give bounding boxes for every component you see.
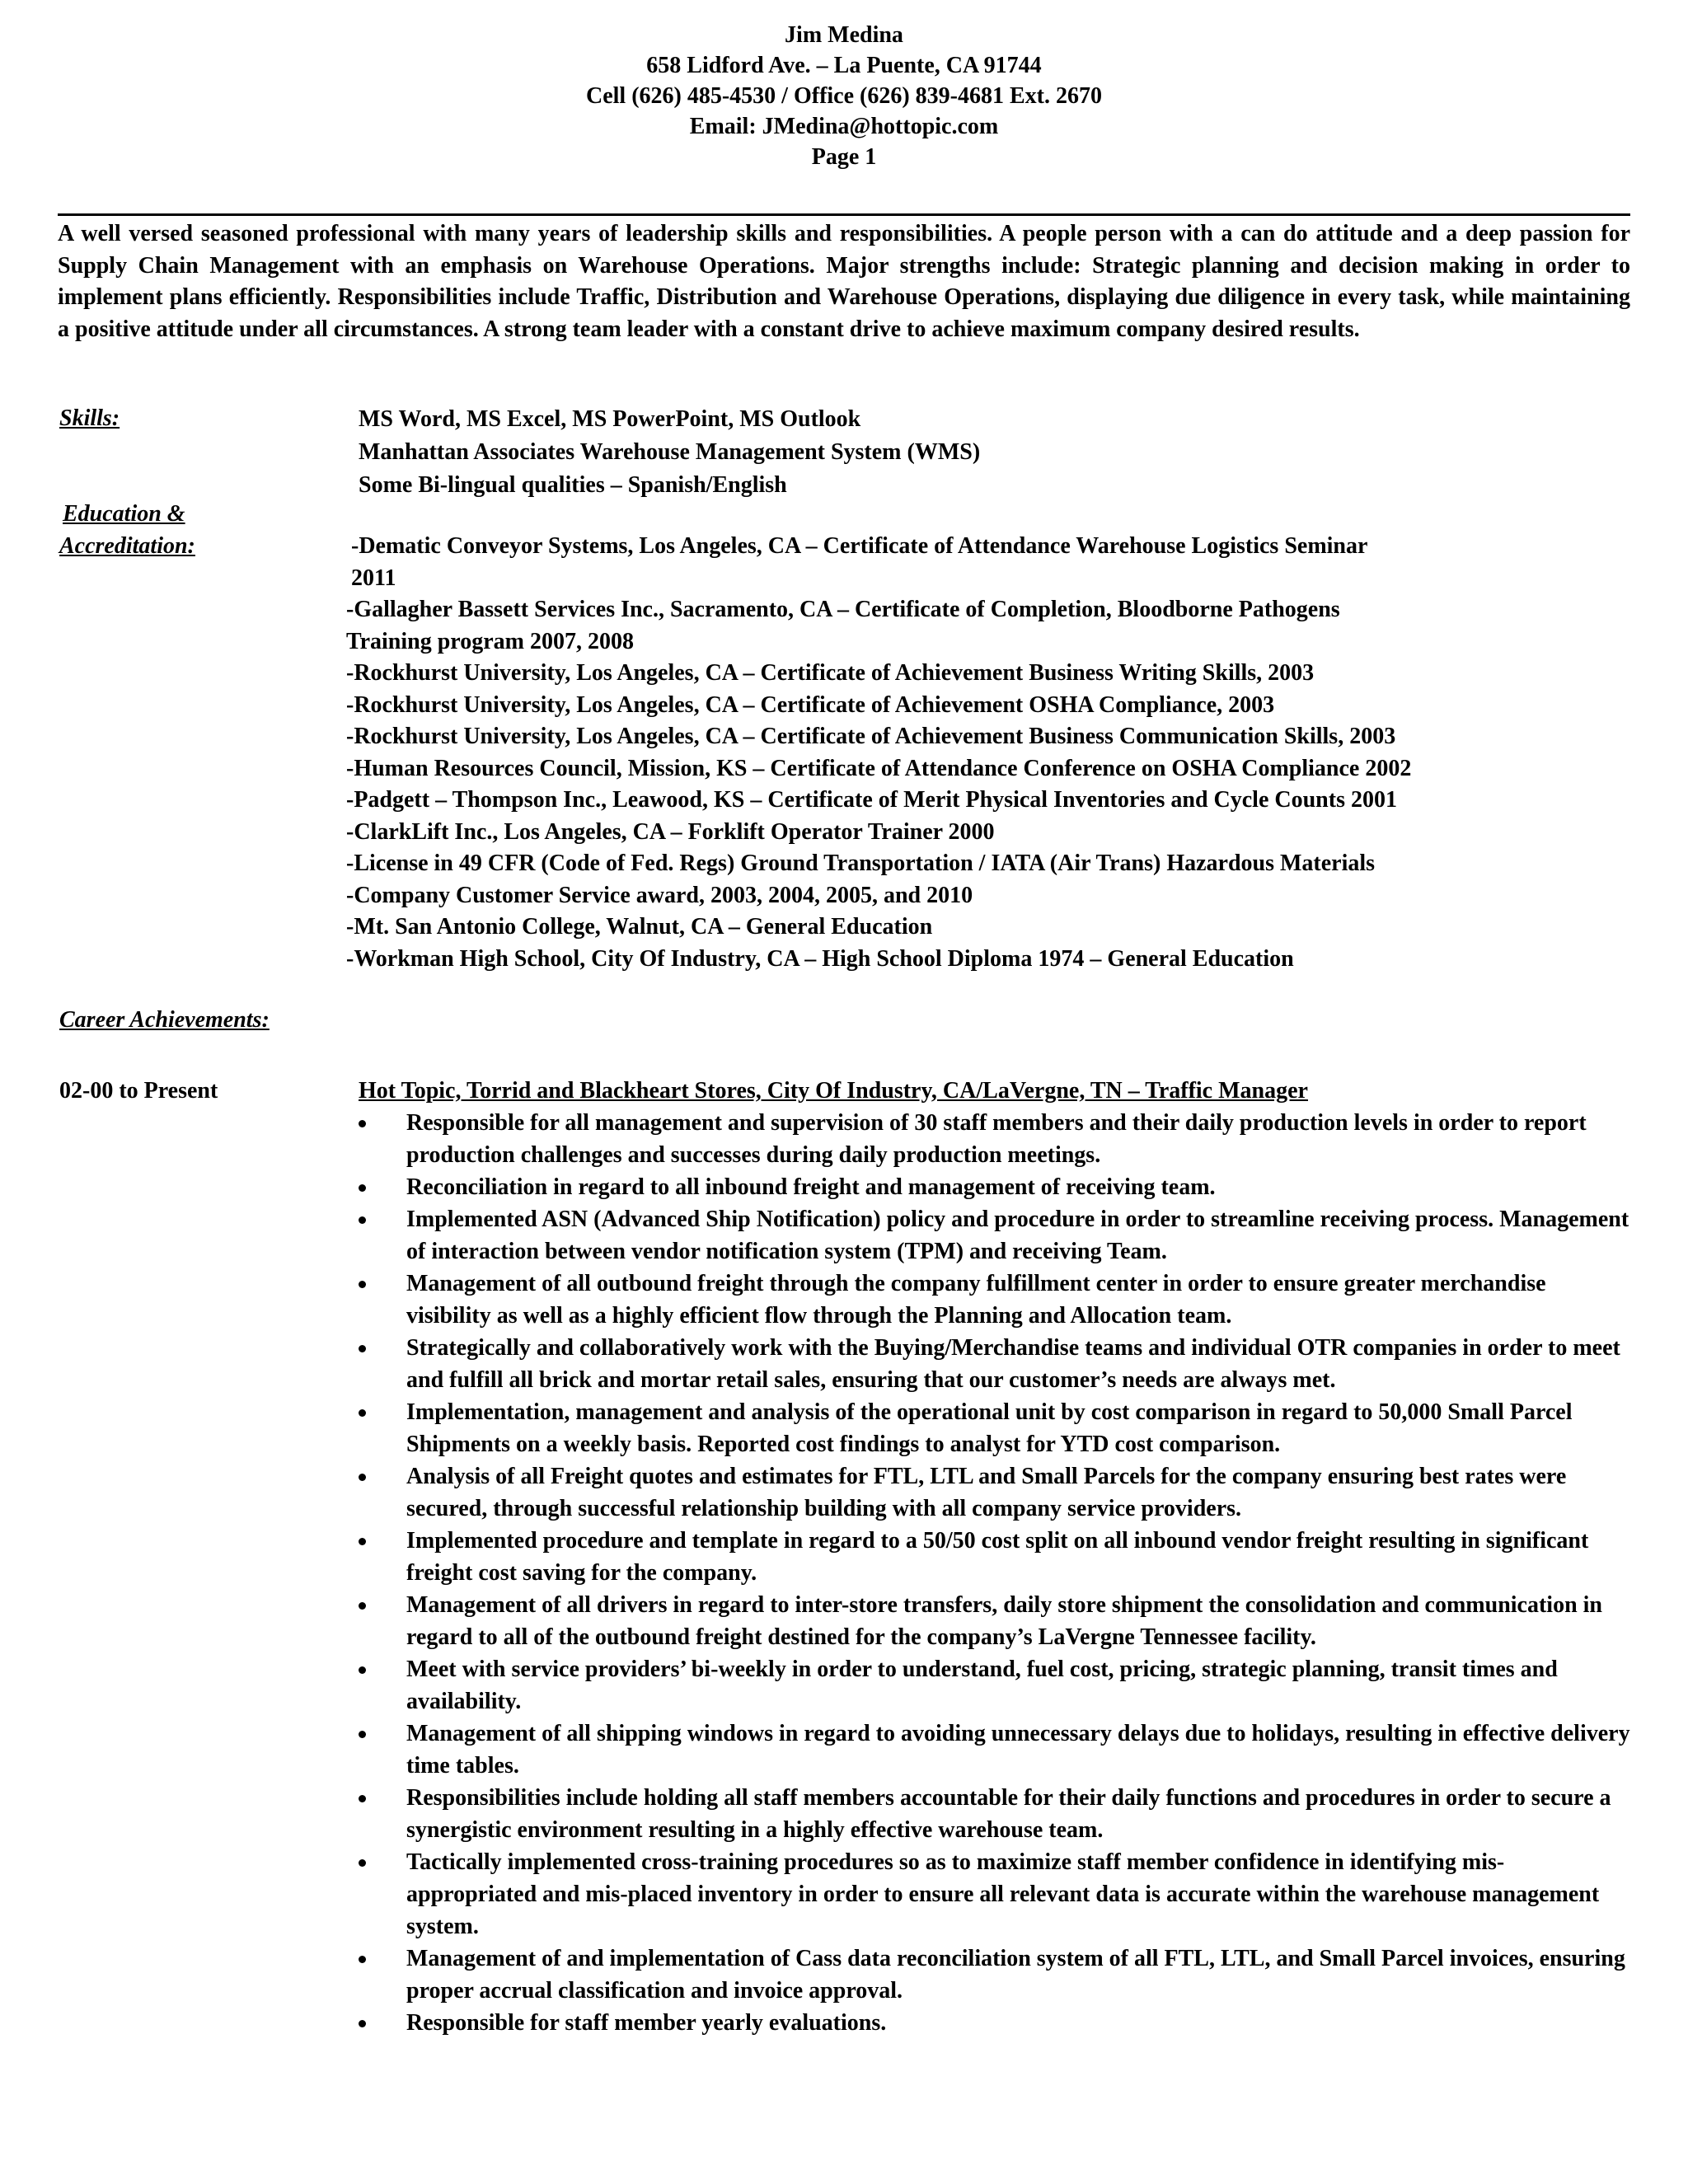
bullet-icon [359, 1216, 366, 1224]
education-item: -Gallagher Bassett Services Inc., Sacramento, CA – Certificate of Completion, Bloodborne Pathogens [346, 597, 1340, 622]
bullet-icon [359, 1184, 366, 1192]
education-item-continuation: 2011 [351, 565, 396, 591]
job-date-range: 02-00 to Present [59, 1078, 218, 1104]
job-bullet [359, 1653, 1632, 1718]
career-achievements-label: Career Achievements: [59, 1007, 270, 1033]
job-bullet [359, 1203, 1632, 1268]
job-bullet [359, 2007, 1632, 2039]
skill-item: MS Word, MS Excel, MS PowerPoint, MS Outlook [359, 406, 861, 432]
education-item: -Workman High School, City Of Industry, CA – High School Diploma 1974 – General Education [346, 945, 1294, 972]
bullet-text: Responsibilities include holding all staff members accountable for their daily functions and procedures in order to secure a synergistic environment resulting in a highly effective warehouse team. [406, 1785, 1611, 1843]
bullet-icon [359, 1409, 366, 1417]
bullet-icon [359, 1666, 366, 1674]
phone-line: Cell (626) 485-4530 / Office (626) 839-4681 Ext. 2670 [586, 83, 1102, 109]
bullet-icon [359, 1731, 366, 1738]
education-item-continuation: Training program 2007, 2008 [346, 628, 634, 654]
bullet-text: Responsible for all management and supervision of 30 staff members and their daily production levels in order to report production challenges and successes during daily production meetings. [406, 1110, 1587, 1168]
header-divider [58, 213, 1630, 216]
contact-header [0, 20, 1688, 172]
bullet-text: Reconciliation in regard to all inbound freight and management of receiving team. [406, 1174, 1216, 1200]
bullet-text: Management of all drivers in regard to inter-store transfers, daily store shipment the consolidation and communication in regard to all of the outbound freight destined for the company’s LaVergne Tennessee facility. [406, 1592, 1602, 1650]
bullet-icon [359, 1795, 366, 1802]
education-item: -Rockhurst University, Los Angeles, CA – Certificate of Achievement Business Communication Skills, 2003 [346, 724, 1396, 749]
bullet-icon [359, 1602, 366, 1610]
bullet-text: Implemented ASN (Advanced Ship Notification) policy and procedure in order to streamline receiving process. Management of interaction between vendor notification system (TPM) and receiving Team. [406, 1207, 1629, 1264]
bullet-icon [359, 1345, 366, 1352]
bullet-text: Management of all outbound freight through the company fulfillment center in order to ensure greater merchandise visibility as well as a highly efficient flow through the Planning and Allocation team. [406, 1271, 1546, 1329]
email-line: Email: JMedina@hottopic.com [689, 114, 999, 139]
bullet-icon [359, 2020, 366, 2027]
bullet-text: Tactically implemented cross-training procedures so as to maximize staff member confidence in identifying mis-appropriated and mis-placed inventory in order to ensure all relevant data is accurate within the warehouse management system. [406, 1849, 1600, 1939]
page-number: Page 1 [811, 144, 877, 170]
bullet-text: Meet with service providers’ bi-weekly in order to understand, fuel cost, pricing, strategic planning, transit times and availability. [406, 1657, 1558, 1714]
job-bullet [359, 1782, 1632, 1846]
job-bullet [359, 1171, 1632, 1203]
bullet-icon [359, 1956, 366, 1963]
education-item: -ClarkLift Inc., Los Angeles, CA – Forklift Operator Trainer 2000 [346, 818, 995, 845]
bullet-icon [359, 1859, 366, 1867]
education-item: -Mt. San Antonio College, Walnut, CA – General Education [346, 914, 933, 940]
bullet-icon [359, 1538, 366, 1545]
bullet-icon [359, 1281, 366, 1288]
bullet-icon [359, 1120, 366, 1127]
job-bullet [359, 1943, 1632, 2007]
education-item: -License in 49 CFR (Code of Fed. Regs) Ground Transportation / IATA (Air Trans) Hazardous Materials [346, 851, 1376, 876]
summary-paragraph: A well versed seasoned professional with many years of leadership skills and responsibilities. A people person with a can do attitude and a deep passion for Supply Chain Management with an emphasis on Warehouse Operations. Major strengths include: Strategic planning and decision making in order to implement plans efficiently. Responsibilities include Traffic, Distribution and Warehouse Operations, displaying due diligence in every task, while maintaining a positive attitude under all circumstances. A strong team leader with a constant drive to achieve maximum company desired results. [58, 221, 1630, 342]
bullet-text: Analysis of all Freight quotes and estimates for FTL, LTL and Small Parcels for the company ensuring best rates were secured, through successful relationship building with all company service providers. [406, 1464, 1567, 1521]
job-bullet-list [359, 1107, 1632, 2039]
job-title: Hot Topic, Torrid and Blackheart Stores, City Of Industry, CA/LaVergne, TN – Traffic Manager [359, 1078, 1308, 1104]
bullet-text: Strategically and collaboratively work with the Buying/Merchandise teams and individual OTR companies in order to meet and fulfill all brick and mortar retail sales, ensuring that our customer’s needs are always met. [406, 1335, 1620, 1393]
skills-label: Skills: [59, 405, 120, 431]
bullet-text: Responsible for staff member yearly evaluations. [406, 2010, 887, 2036]
bullet-text: Implemented procedure and template in regard to a 50/50 cost split on all inbound vendor freight resulting in significant freight cost saving for the company. [406, 1528, 1589, 1586]
job-bullet [359, 1525, 1632, 1589]
skill-item: Manhattan Associates Warehouse Management System (WMS) [359, 439, 981, 465]
job-bullet [359, 1107, 1632, 1171]
job-bullet [359, 1460, 1632, 1525]
education-item: -Dematic Conveyor Systems, Los Angeles, CA – Certificate of Attendance Warehouse Logistics Seminar [351, 533, 1368, 559]
job-bullet [359, 1589, 1632, 1653]
education-item: -Company Customer Service award, 2003, 2004, 2005, and 2010 [346, 882, 973, 908]
bullet-icon [359, 1474, 366, 1481]
bullet-text: Management of and implementation of Cass data reconciliation system of all FTL, LTL, and Small Parcel invoices, ensuring proper accrual classification and invoice approval. [406, 1946, 1625, 2004]
education-item: -Padgett – Thompson Inc., Leawood, KS – Certificate of Merit Physical Inventories and Cycle Counts 2001 [346, 787, 1397, 813]
job-bullet [359, 1718, 1632, 1782]
education-label-line2: Accreditation: [59, 533, 195, 559]
skill-item: Some Bi-lingual qualities – Spanish/English [359, 472, 787, 498]
candidate-name: Jim Medina [785, 22, 903, 48]
skills-list [359, 403, 980, 502]
education-item: -Human Resources Council, Mission, KS – Certificate of Attendance Conference on OSHA Compliance 2002 [346, 755, 1412, 781]
job-bullet [359, 1268, 1632, 1332]
job-bullet [359, 1332, 1632, 1396]
job-bullet [359, 1396, 1632, 1460]
education-item: -Rockhurst University, Los Angeles, CA – Certificate of Achievement OSHA Compliance, 2003 [346, 691, 1275, 718]
education-list [346, 531, 1640, 975]
address-line: 658 Lidford Ave. – La Puente, CA 91744 [646, 53, 1042, 78]
bullet-text: Management of all shipping windows in regard to avoiding unnecessary delays due to holidays, resulting in effective delivery time tables. [406, 1721, 1630, 1779]
education-label-line1: Education & [63, 501, 185, 527]
job-bullet [359, 1846, 1632, 1943]
bullet-text: Implementation, management and analysis of the operational unit by cost comparison in regard to 50,000 Small Parcel Shipments on a weekly basis. Reported cost findings to analyst for YTD cost comparison. [406, 1399, 1573, 1457]
education-item: -Rockhurst University, Los Angeles, CA – Certificate of Achievement Business Writing Skills, 2003 [346, 660, 1315, 686]
job-entry [359, 1076, 1632, 2039]
